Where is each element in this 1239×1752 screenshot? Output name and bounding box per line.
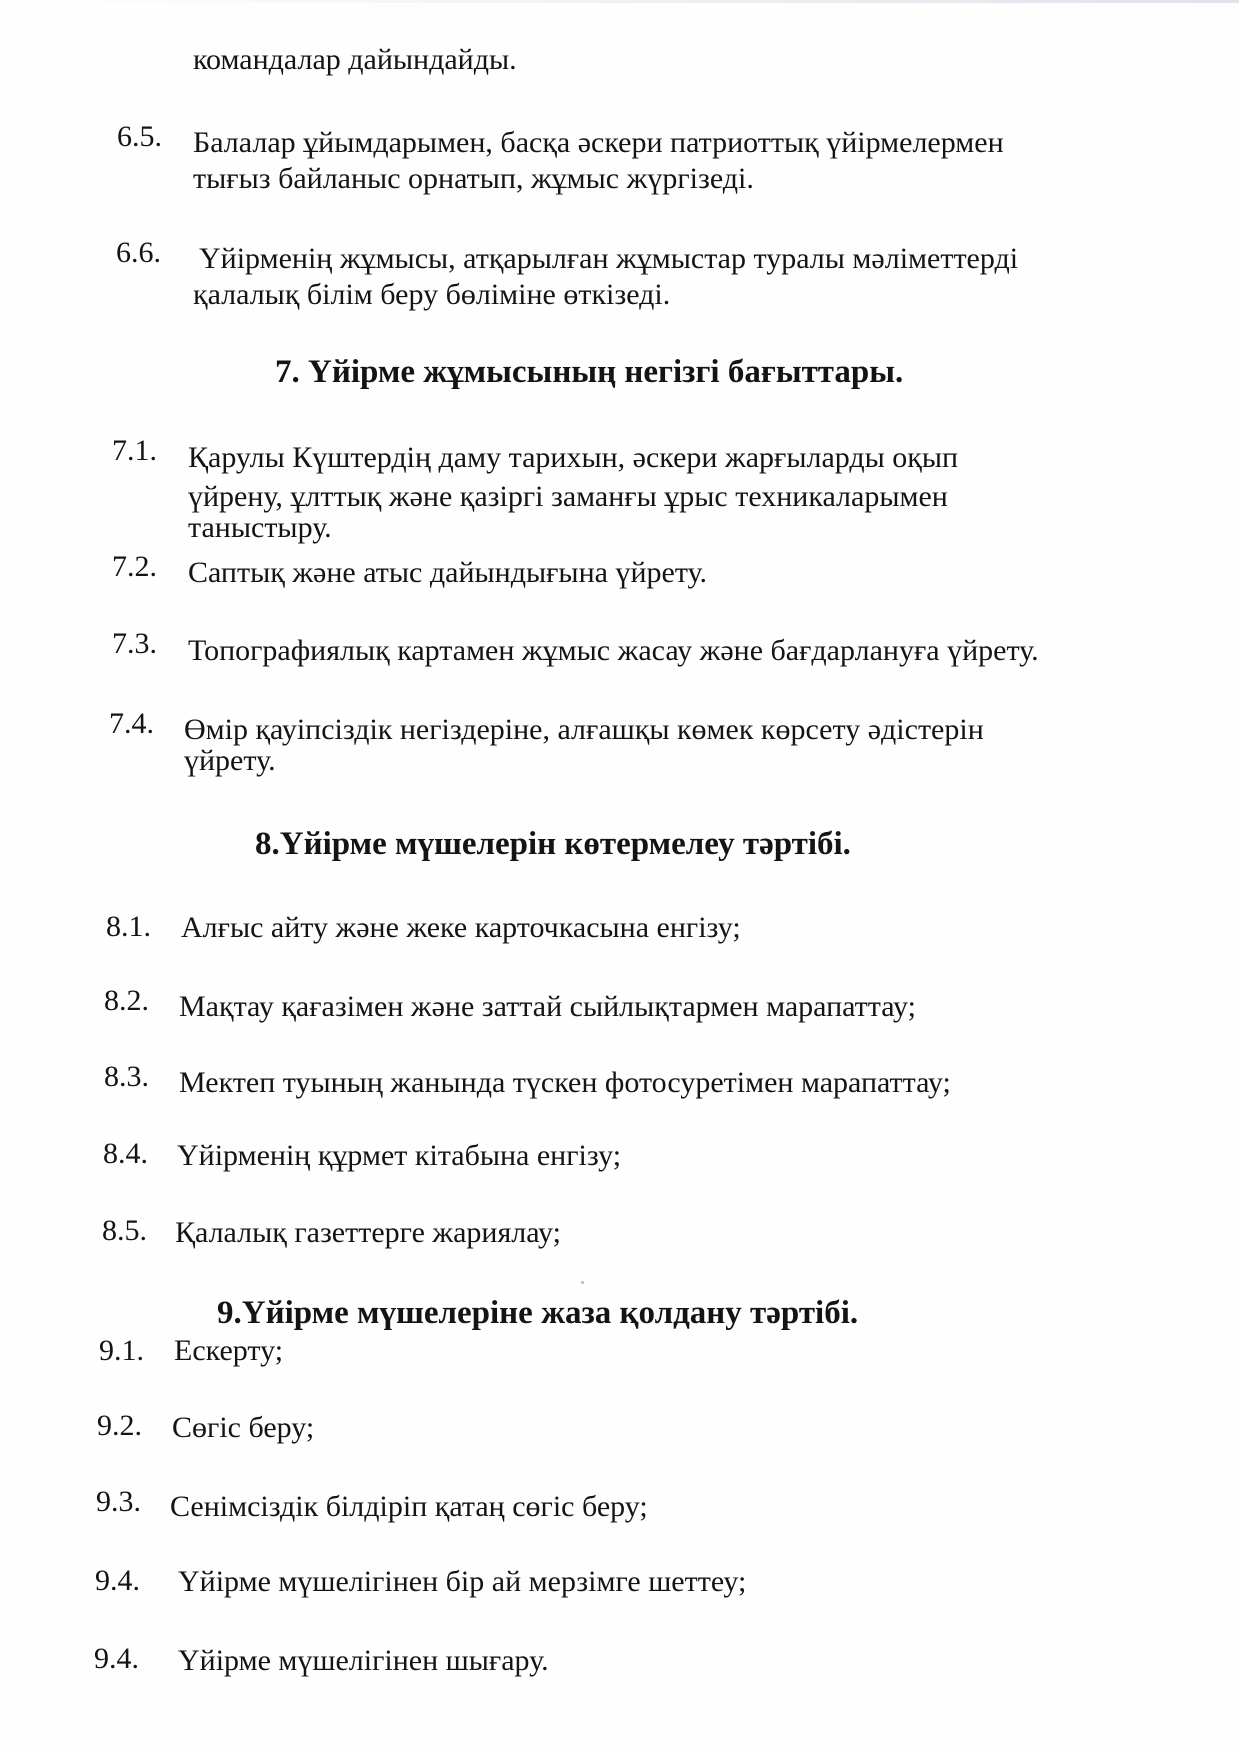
- item-text-line: Топографиялық картамен жұмыс жасау және бағдарлануға үйрету.: [188, 634, 1039, 667]
- item-text: Үйірме мүшелігінен бір ай мерзімге шеттеу;: [178, 1565, 747, 1598]
- item-text-line: тығыз байланыс орнатып, жұмыс жүргізеді.: [193, 162, 754, 195]
- item-text-line: Өмір қауіпсіздік негіздеріне, алғашқы көмек көрсету әдістерін: [184, 713, 984, 746]
- item-text: Қалалық газеттерге жариялау;: [175, 1216, 561, 1249]
- item-text: Үйірме мүшелігінен шығару.: [178, 1644, 549, 1677]
- item-number: 8.5.: [102, 1214, 147, 1247]
- item-text: Мектеп туының жанында түскен фотосуретімен марапаттау;: [179, 1066, 951, 1099]
- item-number: 7.2.: [112, 550, 157, 583]
- item-number: 8.1.: [106, 910, 151, 943]
- item-text-line: Қарулы Күштердің даму тарихын, әскери жарғыларды оқып: [188, 441, 959, 474]
- item-number: 8.2.: [104, 984, 149, 1017]
- item-number: 9.4.: [95, 1564, 140, 1597]
- item-text-line: таныстыру.: [188, 511, 332, 544]
- continuation-line: командалар дайындайды.: [193, 43, 517, 76]
- section-heading: 7. Үйірме жұмысының негізгі бағыттары.: [275, 354, 904, 390]
- item-text-line: Балалар ұйымдарымен, басқа әскери патриоттық үйірмелермен: [193, 126, 1004, 159]
- item-number: 7.3.: [112, 627, 157, 660]
- item-number: 7.4.: [109, 707, 154, 740]
- item-number: 9.4.: [94, 1642, 139, 1675]
- item-number: 9.2.: [97, 1409, 142, 1442]
- item-number: 8.4.: [103, 1137, 148, 1170]
- item-text: Мақтау қағазімен және заттай сыйлықтармен марапаттау;: [179, 990, 916, 1023]
- item-text: Ескерту;: [174, 1334, 284, 1367]
- item-number: 6.6.: [116, 236, 161, 269]
- item-text: Сөгіс беру;: [172, 1411, 315, 1444]
- section-heading: 8.Үйірме мүшелерін көтермелеу тәртібі.: [255, 826, 851, 862]
- item-text-line: үйрету.: [184, 744, 276, 777]
- item-text-line: Үйірменің жұмысы, атқарылған жұмыстар туралы мәліметтерді: [199, 242, 1019, 275]
- item-text: Сенімсіздік білдіріп қатаң сөгіс беру;: [170, 1490, 648, 1523]
- item-number: 7.1.: [112, 434, 157, 467]
- item-text-line: Саптық және атыс дайындығына үйрету.: [188, 556, 708, 589]
- item-text-line: үйрену, ұлттық және қазіргі заманғы ұрыс техникаларымен: [188, 480, 948, 513]
- scan-edge: [0, 0, 1239, 3]
- section-heading: 9.Үйірме мүшелеріне жаза қолдану тәртібі.: [217, 1295, 859, 1331]
- scan-speck: [581, 1281, 584, 1284]
- item-text: Алғыс айту және жеке карточкасына енгізу;: [181, 911, 741, 944]
- item-number: 6.5.: [117, 120, 162, 153]
- item-number: 9.3.: [96, 1485, 141, 1518]
- item-text: Үйірменің құрмет кітабына енгізу;: [177, 1139, 622, 1172]
- item-text-line: қалалық білім беру бөліміне өткізеді.: [193, 278, 671, 311]
- item-number: 8.3.: [104, 1060, 149, 1093]
- item-number: 9.1.: [99, 1334, 144, 1367]
